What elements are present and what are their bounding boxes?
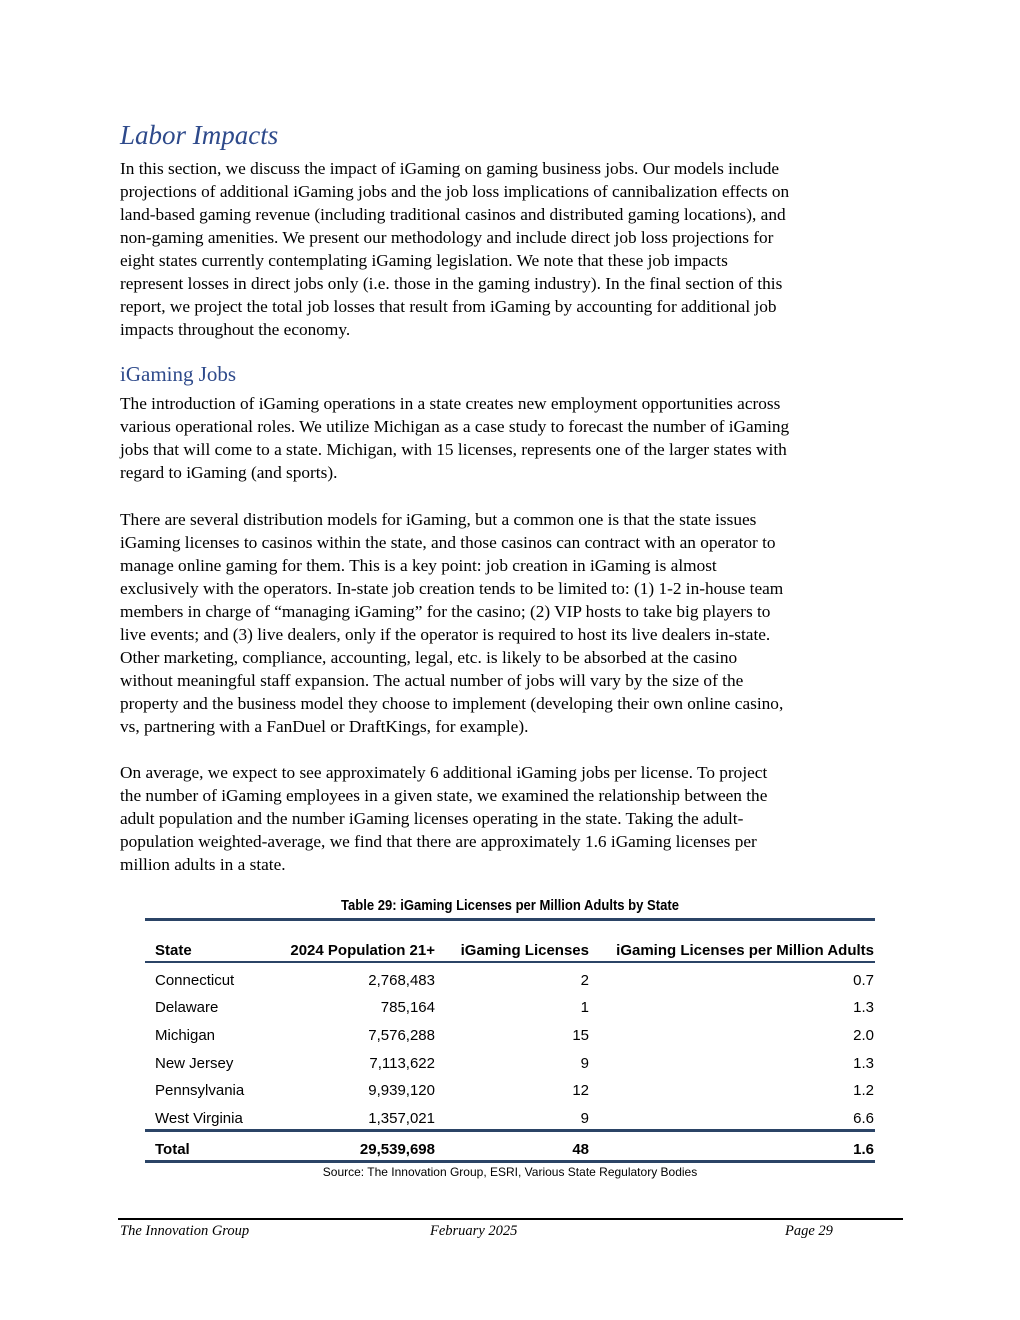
table-row bbox=[145, 1046, 875, 1074]
cell-licenses-per-million: 1.3 bbox=[853, 999, 874, 1017]
text-line: jobs that will come to a state. Michigan, with 15 licenses, represents one of the larger states with bbox=[120, 440, 787, 459]
text-line: adult population and the number iGaming licenses operating in the state. Taking the adult- bbox=[120, 809, 744, 828]
text-line: eight states currently contemplating iGaming legislation. We note that these job impacts bbox=[120, 251, 728, 270]
text-line: vs, partnering with a FanDuel or DraftKings, for example). bbox=[120, 717, 529, 736]
text-line: regard to iGaming (and sports). bbox=[120, 463, 338, 482]
total-licenses: 48 bbox=[572, 1141, 589, 1159]
licenses-table bbox=[145, 898, 875, 1179]
cell-state: New Jersey bbox=[155, 1054, 234, 1072]
text-line: property and the business model they choose to implement (developing their own online casino, bbox=[120, 694, 784, 713]
text-line: The introduction of iGaming operations in a state creates new employment opportunities across bbox=[120, 394, 781, 413]
paragraph-average-jobs bbox=[120, 761, 767, 876]
cell-population: 2,768,483 bbox=[368, 971, 435, 989]
text-line: various operational roles. We utilize Michigan as a case study to forecast the number of iGaming bbox=[120, 417, 790, 436]
cell-licenses: 1 bbox=[580, 999, 589, 1017]
table-body bbox=[145, 963, 875, 1129]
cell-state: Delaware bbox=[155, 999, 219, 1017]
table-row bbox=[145, 991, 875, 1019]
table-row bbox=[145, 1101, 875, 1129]
cell-licenses: 9 bbox=[580, 1054, 589, 1072]
text-line: Other marketing, compliance, accounting, legal, etc. is likely to be absorbed at the casino bbox=[120, 648, 738, 667]
text-line: population weighted-average, we find that there are approximately 1.6 iGaming licenses per bbox=[120, 832, 757, 851]
text-line: On average, we expect to see approximately 6 additional iGaming jobs per license. To project bbox=[120, 763, 768, 782]
cell-licenses-per-million: 1.3 bbox=[853, 1054, 874, 1072]
total-licenses-per-million: 1.6 bbox=[853, 1141, 874, 1159]
cell-state: Michigan bbox=[155, 1027, 216, 1045]
cell-licenses-per-million: 6.6 bbox=[853, 1110, 874, 1128]
header-licenses-per-million: iGaming Licenses per Million Adults bbox=[616, 942, 874, 959]
cell-licenses: 12 bbox=[572, 1082, 589, 1100]
header-state: State bbox=[155, 942, 192, 959]
total-label: Total bbox=[155, 1141, 190, 1159]
cell-licenses: 9 bbox=[580, 1110, 589, 1128]
table-header-row bbox=[145, 921, 875, 961]
cell-population: 1,357,021 bbox=[368, 1110, 435, 1128]
text-line: There are several distribution models for iGaming, but a common one is that the state issues bbox=[120, 510, 757, 529]
section-title: Labor Impacts bbox=[120, 120, 279, 150]
footer-page-number: Page 29 bbox=[785, 1223, 833, 1239]
header-population: 2024 Population 21+ bbox=[290, 942, 435, 959]
total-population: 29,539,698 bbox=[359, 1141, 435, 1159]
table-row bbox=[145, 1074, 875, 1102]
text-line: exclusively with the operators. In-state job creation tends to be limited to: (1) 1-2 in-house team bbox=[120, 579, 784, 598]
table-source: Source: The Innovation Group, ESRI, Various State Regulatory Bodies bbox=[322, 1165, 698, 1180]
text-line: In this section, we discuss the impact of iGaming on gaming business jobs. Our models include bbox=[120, 159, 779, 178]
table-rule-bottom bbox=[145, 1160, 875, 1163]
cell-population: 7,576,288 bbox=[368, 1027, 435, 1045]
text-line: live events; and (3) live dealers, only if the operator is required to host its live dealers in-state. bbox=[120, 625, 771, 644]
text-line: without meaningful staff expansion. The actual number of jobs will vary by the size of the bbox=[120, 671, 744, 690]
cell-licenses: 2 bbox=[580, 971, 589, 989]
cell-licenses-per-million: 0.7 bbox=[853, 971, 874, 989]
text-line: million adults in a state. bbox=[120, 855, 286, 874]
text-line: manage online gaming for them. This is a key point: job creation in iGaming is almost bbox=[120, 556, 717, 575]
cell-population: 7,113,622 bbox=[369, 1054, 435, 1072]
header-licenses: iGaming Licenses bbox=[460, 942, 589, 959]
text-line: non-gaming amenities. We present our methodology and include direct job loss projections for bbox=[120, 228, 774, 247]
cell-licenses-per-million: 1.2 bbox=[853, 1082, 874, 1100]
table-row bbox=[145, 963, 875, 991]
text-line: land-based gaming revenue (including traditional casinos and distributed gaming locations), and bbox=[120, 205, 786, 224]
paragraph-distribution-models bbox=[120, 508, 783, 738]
table-total-row bbox=[145, 1132, 875, 1160]
text-line: projections of additional iGaming jobs and the job loss implications of cannibalization effects on bbox=[120, 182, 790, 201]
cell-population: 785,164 bbox=[380, 999, 435, 1017]
cell-licenses: 15 bbox=[572, 1027, 589, 1045]
footer-date: February 2025 bbox=[430, 1223, 518, 1239]
text-line: report, we project the total job losses that result from iGaming by accounting for additional job bbox=[120, 297, 777, 316]
text-line: members in charge of “managing iGaming” for the casino; (2) VIP hosts to take big players to bbox=[120, 602, 771, 621]
paragraph-intro bbox=[120, 157, 789, 341]
paragraph-igaming-jobs bbox=[120, 392, 789, 484]
text-line: iGaming licenses to casinos within the state, and those casinos can contract with an operator to bbox=[120, 533, 776, 552]
table-title: Table 29: iGaming Licenses per Million Adults by State bbox=[341, 898, 679, 914]
table-row bbox=[145, 1018, 875, 1046]
footer-divider bbox=[118, 1218, 903, 1220]
text-line: impacts throughout the economy. bbox=[120, 320, 351, 339]
subsection-title: iGaming Jobs bbox=[120, 362, 237, 386]
cell-population: 9,939,120 bbox=[368, 1082, 435, 1100]
text-line: represent losses in direct jobs only (i.e. those in the gaming industry). In the final section of this bbox=[120, 274, 783, 293]
cell-state: Connecticut bbox=[155, 971, 235, 989]
cell-licenses-per-million: 2.0 bbox=[853, 1027, 874, 1045]
footer-organization: The Innovation Group bbox=[120, 1223, 250, 1239]
text-line: the number of iGaming employees in a given state, we examined the relationship between the bbox=[120, 786, 768, 805]
cell-state: Pennsylvania bbox=[155, 1082, 245, 1100]
cell-state: West Virginia bbox=[155, 1110, 243, 1128]
